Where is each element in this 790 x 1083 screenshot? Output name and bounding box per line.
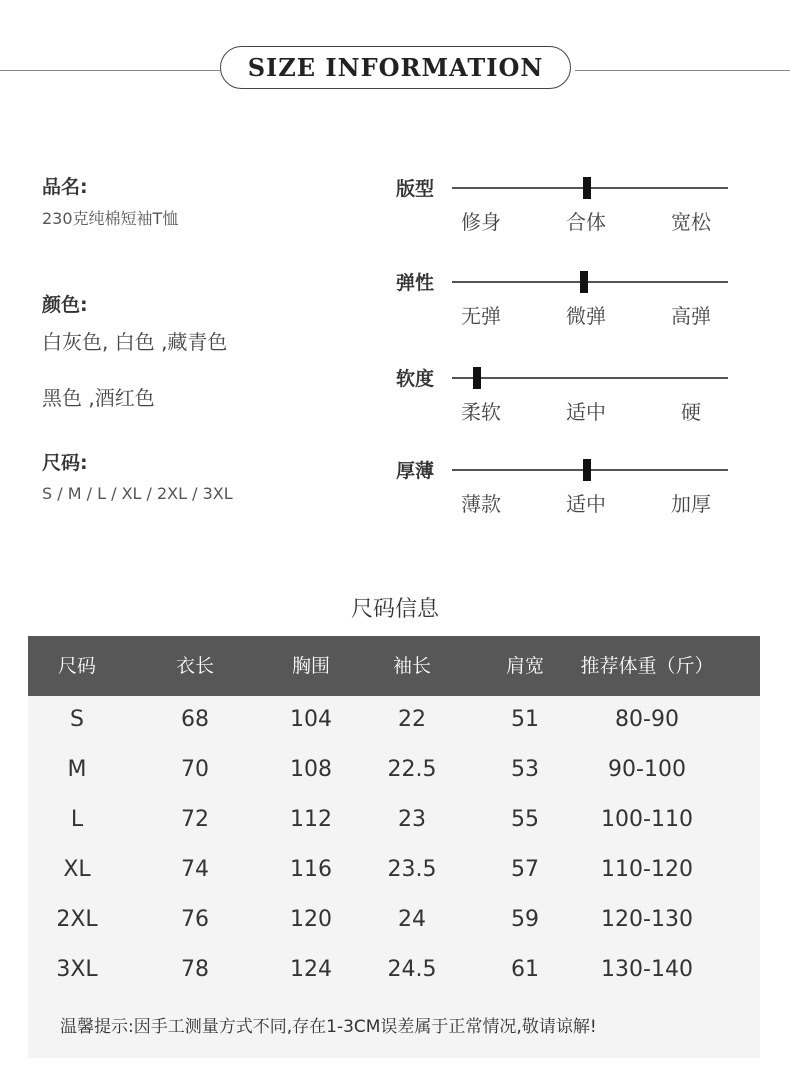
table-cell: 23 <box>398 807 426 832</box>
table-cell: L <box>70 807 84 832</box>
header-rule-right <box>575 70 790 71</box>
attr-option-2-1: 适中 <box>566 400 606 424</box>
attr-scale-marker-1 <box>580 271 588 293</box>
table-cell: 90-100 <box>608 757 686 782</box>
attr-scale-marker-0 <box>583 177 591 199</box>
size-value: S / M / L / XL / 2XL / 3XL <box>42 484 233 503</box>
attr-scale-line-1 <box>452 281 728 283</box>
table-cell: 112 <box>290 807 332 832</box>
table-cell: 78 <box>181 957 209 982</box>
table-cell: 2XL <box>56 907 98 932</box>
color-label: 颜色: <box>42 294 88 316</box>
header-rule-left <box>0 70 220 71</box>
table-cell: 116 <box>290 857 332 882</box>
table-cell: 68 <box>181 707 209 732</box>
table-cell: 22.5 <box>387 757 437 782</box>
table-header-cell: 肩宽 <box>505 655 544 677</box>
table-cell: 130-140 <box>601 957 693 982</box>
table-header-cell: 衣长 <box>175 655 214 677</box>
size-table-title: 尺码信息 <box>350 597 439 622</box>
attr-option-0-1: 合体 <box>566 210 606 234</box>
color-value-line1: 白灰色, 白色 ,藏青色 <box>42 330 228 354</box>
attr-label-3: 厚薄 <box>396 460 435 482</box>
table-cell: 72 <box>181 807 209 832</box>
table-cell: 104 <box>290 707 332 732</box>
table-cell: 55 <box>511 807 539 832</box>
attr-option-2-2: 硬 <box>681 400 701 424</box>
product-name-value: 230克纯棉短袖T恤 <box>42 209 179 228</box>
size-label: 尺码: <box>42 452 88 474</box>
table-cell: M <box>67 757 87 782</box>
table-cell: 53 <box>511 757 539 782</box>
table-cell: 76 <box>181 907 209 932</box>
table-cell: XL <box>63 857 91 882</box>
table-cell: 24.5 <box>387 957 437 982</box>
size-table-header <box>28 636 760 696</box>
table-cell: 3XL <box>56 957 98 982</box>
table-cell: 61 <box>511 957 539 982</box>
table-cell: 74 <box>181 857 209 882</box>
size-table <box>28 636 760 1058</box>
table-header-cell: 胸围 <box>291 655 330 677</box>
table-cell: 51 <box>511 707 539 732</box>
table-cell: 23.5 <box>387 857 437 882</box>
table-cell: 108 <box>290 757 332 782</box>
attr-option-0-0: 修身 <box>461 210 501 234</box>
table-cell: S <box>70 707 84 732</box>
attr-option-0-2: 宽松 <box>671 210 711 234</box>
attr-label-0: 版型 <box>396 178 435 200</box>
attr-option-1-1: 微弹 <box>566 304 606 328</box>
attr-label-2: 软度 <box>396 368 435 390</box>
product-name-label: 品名: <box>42 176 88 198</box>
attr-option-2-0: 柔软 <box>461 400 501 424</box>
table-header-cell: 推荐体重（斤） <box>580 655 714 677</box>
table-cell: 59 <box>511 907 539 932</box>
attr-option-3-2: 加厚 <box>671 492 711 516</box>
attr-option-3-0: 薄款 <box>461 492 501 516</box>
table-cell: 57 <box>511 857 539 882</box>
table-cell: 124 <box>290 957 332 982</box>
table-cell: 120-130 <box>601 907 693 932</box>
attr-label-1: 弹性 <box>396 272 435 294</box>
measurement-note: 温馨提示:因手工测量方式不同,存在1-3CM误差属于正常情况,敬请谅解! <box>60 1017 597 1037</box>
table-header-cell: 袖长 <box>392 655 431 677</box>
attr-option-3-1: 适中 <box>566 492 606 516</box>
color-value-line2: 黑色 ,酒红色 <box>42 386 155 410</box>
table-cell: 110-120 <box>601 857 693 882</box>
page-title: SIZE INFORMATION <box>220 46 571 89</box>
table-cell: 22 <box>398 707 426 732</box>
attr-scale-marker-2 <box>473 367 481 389</box>
table-cell: 80-90 <box>615 707 679 732</box>
table-cell: 100-110 <box>601 807 693 832</box>
table-header-cell: 尺码 <box>57 655 96 677</box>
attr-scale-marker-3 <box>583 459 591 481</box>
attr-option-1-0: 无弹 <box>461 304 501 328</box>
table-cell: 70 <box>181 757 209 782</box>
attr-option-1-2: 高弹 <box>671 304 711 328</box>
table-cell: 120 <box>290 907 332 932</box>
table-cell: 24 <box>398 907 426 932</box>
attr-scale-line-2 <box>452 377 728 379</box>
